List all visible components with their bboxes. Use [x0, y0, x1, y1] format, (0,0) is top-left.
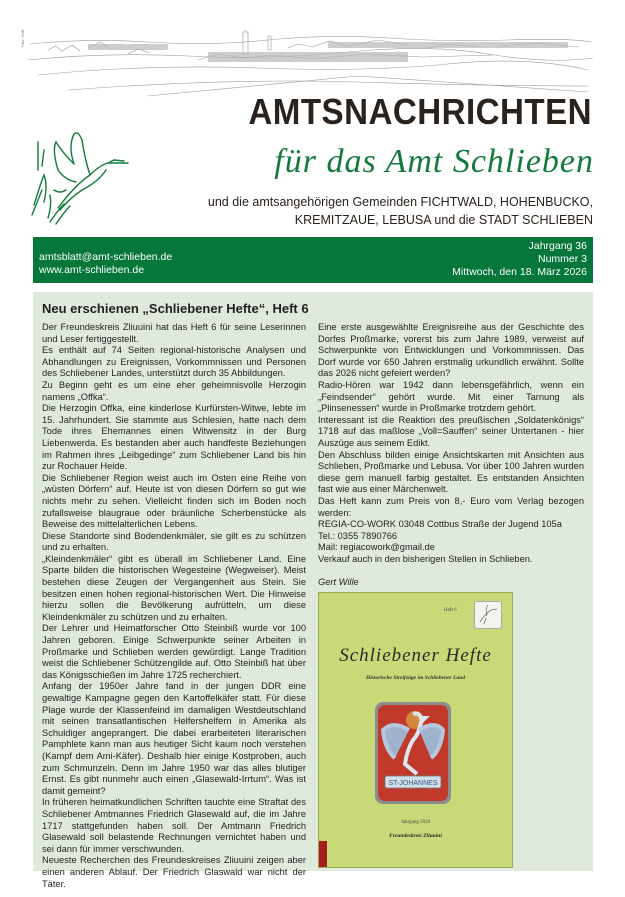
cover-publisher: Freundeskreis Zliuuini [389, 833, 442, 839]
article-column-left [42, 322, 306, 890]
volume-label: Jahrgang 36 [528, 240, 587, 252]
paragraph: Die Herzogin Offka, eine kinderlose Kurfürsten-Witwe, lebte im 15. Jahrhundert. Sie stammte aus Schlesien, hatte nach dem Tode ihres Ehemannes einen Witwensitz in der Burg Liebenwerda. Es bestanden aber auch handfeste Beziehungen im Rahmen ihres „Leibgedinge“ zum Schliebener Land bis hin zur Rochauer Heide. [42, 403, 306, 472]
cover-subtitle: Historische Streifzüge im Schliebener Land [365, 675, 465, 681]
publisher-phone: Tel.: 0355 7890766 [318, 530, 398, 541]
publisher-address: REGIA-CO-WORK 03048 Cottbus Straße der Jugend 105a [318, 519, 562, 530]
paragraph: Anfang der 1950er Jahre fand in der jungen DDR eine gewaltige Kampagne gegen den Kartoffelkäfer statt. Für diese Plage wurde der Klassenfeind im damaligen Westdeutschland mit seinen transatlantischen Helfershelfern in Amerika als Schuldiger angeprangert. Die dabei erarbeiteten literarischen Pamphlete kann man aus heutiger Sicht kaum noch verstehen (Kampf dem Ami-Käfer). Deshalb hier einige Kostproben, auch zum Schmunzeln. Denn im Jahre 1950 war das alles blutiger Ernst. Es gibt nunmehr auch einen „Glasewald-Irrtum“. Was ist damit gemeint? [42, 681, 306, 796]
paragraph: Das Heft kann zum Preis von 8,- Euro vom Verlag bezogen werden: [318, 495, 584, 518]
paragraph: Der Freundeskreis Zliuuini hat das Heft 6 für seine Leserinnen und Leser fertiggestellt. [42, 322, 306, 344]
paragraph: In früheren heimatkundlichen Schriften tauchte eine Straftat des Schliebener Amtmannes Friedrich Glasewald auf, die im Jahre 1717 stattgefunden haben soll. Der Amtmann Friedrich Glasewald soll belastende Rechnungen vernichtet haben und sei dann für immer verschwunden. [42, 797, 306, 854]
issue-details [452, 240, 587, 279]
cover-year: Jahrgang 2026 [400, 820, 431, 825]
eagle-crest-icon [373, 700, 453, 806]
paragraph: Den Abschluss bilden einige Ansichtskarten mit Ansichten aus Schlieben, Proßmarke und Lebusa. Vor über 100 Jahren wurden diese gern manuell farbig gestaltet. Es entstanden Ansichten fast wie aus einer Märchenwelt. [318, 449, 584, 495]
book-cover-image [318, 592, 513, 868]
issue-info-bar [33, 237, 593, 283]
paragraph: Diese Standorte sind Bodendenkmäler, sie gilt es zu schützen und zu erhalten. [42, 530, 306, 553]
email-link[interactable]: amtsblatt@amt-schlieben.de [39, 251, 173, 263]
crest-text: ST-JOHANNES [388, 780, 438, 787]
paragraph: Zu Beginn geht es um eine eher geheimnisvolle Herzogin namens „Offka“. [42, 379, 306, 402]
article-box [33, 292, 593, 889]
contact-info [39, 251, 172, 277]
paragraph: Es enthält auf 74 Seiten regional-historische Analysen und Abhandlungen zu Ereignissen, Vorkommnissen und Personen des Schliebener Landes, unterstützt durch 35 Abbildungen. [42, 345, 306, 379]
paragraph: „Kleindenkmäler“ gibt es überall im Schliebener Land. Eine Sparte bilden die historischen Wegesteine (Wegweiser). Meist bestehen diese Zeugen der Vergangenheit aus Stein. Sie besitzen einen hohen regional-historischen Wert. Die Hinweise hierzu sollen die Bevölkerung aufrütteln, um diese Kleindenkmäler zu schützen und zu erhalten. [42, 553, 306, 622]
paragraph: Radio-Hören war 1942 dann lebensgefährlich, wenn ein „Feindsender“ gehört wurde. Mit einer Tarnung als „Plinsenessen“ wurde in Proßmarke trotzdem gehört. [318, 379, 584, 414]
article-author: Gert Wille [318, 577, 359, 588]
paragraph: Eine erste ausgewählte Ereignisreihe aus der Geschichte des Dorfes Proßmarke, vorerst bis zum Jahre 1989, verweist auf Schwerpunkte von Entwicklungen und Vorkommnissen. Das Dorf wurde vor 650 Jahren erstmalig urkundlich erwähnt. Sollte das 2026 nicht gefeiert werden? [318, 322, 584, 379]
paragraph: Der Lehrer und Heimatforscher Otto Steinbiß wurde vor 100 Jahren geboren. Einige Schwerpunkte seiner Arbeiten in Proßmarke und Schlieben werden gewürdigt. Lange Tradition weist die Schliebener Schützengilde auf. Otto Steinbiß hat über das Königsschießen im Jahre 1725 recherchiert. [42, 623, 306, 680]
website-link[interactable]: www.amt-schlieben.de [39, 264, 145, 276]
publisher-email[interactable]: Mail: regiacowork@gmail.de [318, 542, 435, 553]
issue-date: Mittwoch, den 18. März 2026 [452, 266, 587, 278]
paragraph: Interessant ist die Reaktion des preußischen „Soldatenkönigs“ 1718 auf das maßlose „Voll=Sauffen“ seiner Untertanen - hier Auszüge aus seinem Edikt. [318, 414, 584, 448]
cover-spine-label [319, 841, 327, 867]
municipalities-line-1: und die amtsangehörigen Gemeinden FICHTWALD, HOHENBUCKO, [207, 195, 593, 209]
masthead-subtitle: für das Amt Schlieben [274, 143, 594, 180]
municipalities-line-2: KREMITZAUE, LEBUSA und die STADT SCHLIEBEN [294, 213, 593, 227]
municipalities-line [190, 193, 593, 229]
cover-heft-label: Heft 6 [444, 608, 457, 613]
issue-number: Nummer 3 [537, 253, 587, 265]
cover-heron-logo-icon [474, 601, 502, 629]
town-skyline-illustration [28, 30, 593, 98]
paragraph: Verkauf auch in den bisherigen Stellen in Schlieben. [318, 553, 533, 564]
paragraph: Die Schliebener Region weist auch im Osten eine Reihe von „wüsten Dörfern“ auf. Heute ist von diesen Dörfern so gut wie nichts mehr zu sehen. Vielleicht finden sich im Boden noch zufallsweise blaugraue oder bräunliche Scherbenstücke als Beweise des mittelalterlichen Lebens. [42, 472, 306, 530]
cover-title: Schliebener Hefte [339, 645, 492, 666]
article-headline: Neu erschienen „Schliebener Hefte“, Heft 6 [42, 301, 309, 316]
article-column-right [318, 322, 584, 589]
masthead-title: AMTSNACHRICHTEN [248, 91, 592, 132]
heron-logo-icon [30, 130, 140, 230]
photo-credit: Foto: Hoff [20, 30, 25, 48]
paragraph: Neueste Recherchen des Freundeskreises Zliuuini zeigen aber einen anderen Ablauf. Der Friedrich Glaswald war nicht der Täter. [42, 855, 306, 889]
